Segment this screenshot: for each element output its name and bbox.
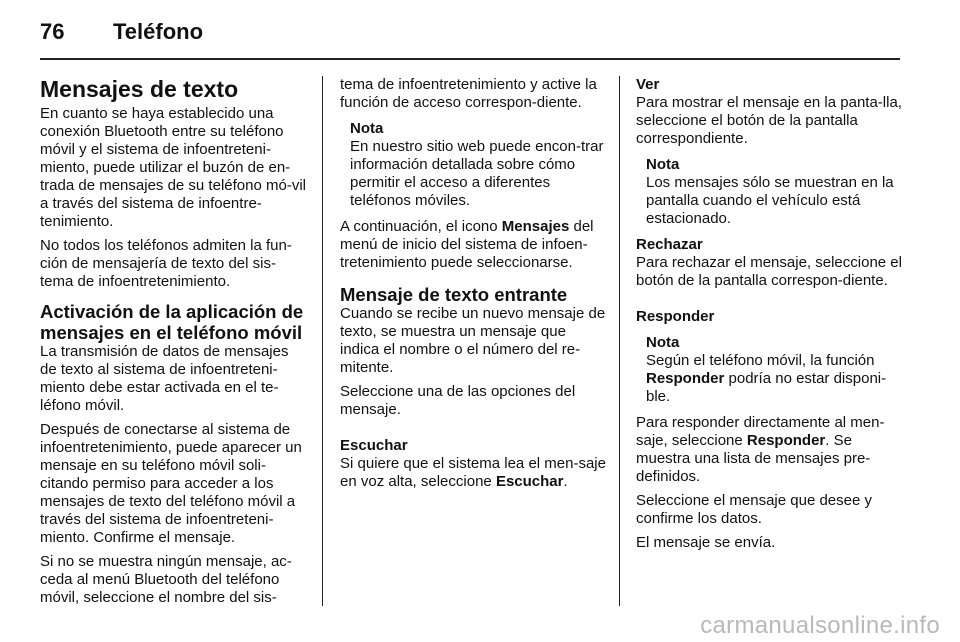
column-divider-2 [619,76,620,606]
paragraph: No todos los teléfonos admiten la fun-ción de mensajería de texto del sis-tema de infoentretenimiento. [40,237,292,290]
spacer [340,425,608,437]
paragraph: Cuando se recibe un nuevo mensaje de texto, se muestra un mensaje que indica el nombre o el número del re-mitente. [340,305,606,376]
text-span: Para responder directamente al men-saje, seleccione [636,414,885,449]
note-title: Nota [646,156,680,173]
menu-term-mensajes: Mensajes [501,218,570,235]
paragraph: En cuanto se haya establecido una conexión Bluetooth entre su teléfono móvil y el sistema de infoentreteni-miento, puede utilizar el buzón de en-trada de mensajes de su teléfono mó-vil a través del sistema de infoentre-tenimiento. [40,105,306,230]
option-heading-responder: Responder [636,308,715,325]
section-heading-mensajes: Mensajes de texto [40,76,239,102]
note-box [350,120,608,210]
paragraph: tema de infoentretenimiento y active la función de acceso correspon-diente. [340,76,597,111]
note-text: Los mensajes sólo se muestran en la pantalla cuando el vehículo está estacionado. [646,174,894,227]
header-rule [40,58,900,60]
watermark: carmanualsonline.info [700,612,940,639]
column-2 [340,76,608,497]
option-heading-escuchar: Escuchar [340,437,408,454]
paragraph [340,218,608,272]
option-heading-rechazar: Rechazar [636,236,703,253]
paragraph [340,455,608,491]
text-span: . Se muestra una lista de mensajes pre-definidos. [636,432,871,485]
paragraph: El mensaje se envía. [636,534,776,551]
subsection-heading-activacion: Activación de la aplicación de mensajes en el teléfono móvil [40,301,304,343]
note-text [646,352,904,406]
page-title: Teléfono [113,19,204,44]
subsection-heading-entrante: Mensaje de texto entrante [340,284,568,305]
text-span: podría no estar disponi-ble. [646,370,887,405]
text-span: . [563,473,568,490]
menu-term-responder: Responder [746,432,826,449]
paragraph: La transmisión de datos de mensajes de texto al sistema de infoentreteni-miento debe estar activada en el te-léfono móvil. [40,343,289,414]
note-box [646,156,904,228]
paragraph [636,414,904,486]
column-3 [636,76,904,558]
text-span: del menú de inicio del sistema de infoen-tretenimiento puede seleccionarse. [340,218,594,271]
page-number: 76 [40,19,65,44]
paragraph: Si no se muestra ningún mensaje, ac-ceda al menú Bluetooth del teléfono móvil, seleccione el nombre del sis- [40,553,292,606]
spacer [636,296,904,308]
note-title: Nota [646,334,680,351]
column-1 [40,76,308,613]
paragraph: Para rechazar el mensaje, seleccione el botón de la pantalla correspon-diente. [636,254,902,289]
text-span: Si quiere que el sistema lea el men-saje en voz alta, seleccione [340,455,606,490]
text-span: A continuación, el icono [340,218,502,235]
menu-term-escuchar: Escuchar [495,473,564,490]
note-text: En nuestro sitio web puede encon-trar información detallada sobre cómo permitir el acceso a diferentes teléfonos móviles. [350,138,604,209]
paragraph: Seleccione el mensaje que desee y confirme los datos. [636,492,872,527]
note-box [646,334,904,406]
note-title: Nota [350,120,384,137]
paragraph: Seleccione una de las opciones del mensaje. [340,383,576,418]
text-span: Según el teléfono móvil, la función [646,352,875,369]
option-heading-ver: Ver [636,76,660,93]
paragraph: Después de conectarse al sistema de infoentretenimiento, puede aparecer un mensaje en su teléfono móvil soli-citando permiso para acceder a los mensajes de texto del teléfono móvil a través del sistema de infoentreteni-miento. Confirme el mensaje. [40,421,302,546]
menu-term-responder: Responder [646,370,725,387]
paragraph: Para mostrar el mensaje en la panta-lla, seleccione el botón de la pantalla correspondiente. [636,94,902,147]
column-divider-1 [322,76,323,606]
